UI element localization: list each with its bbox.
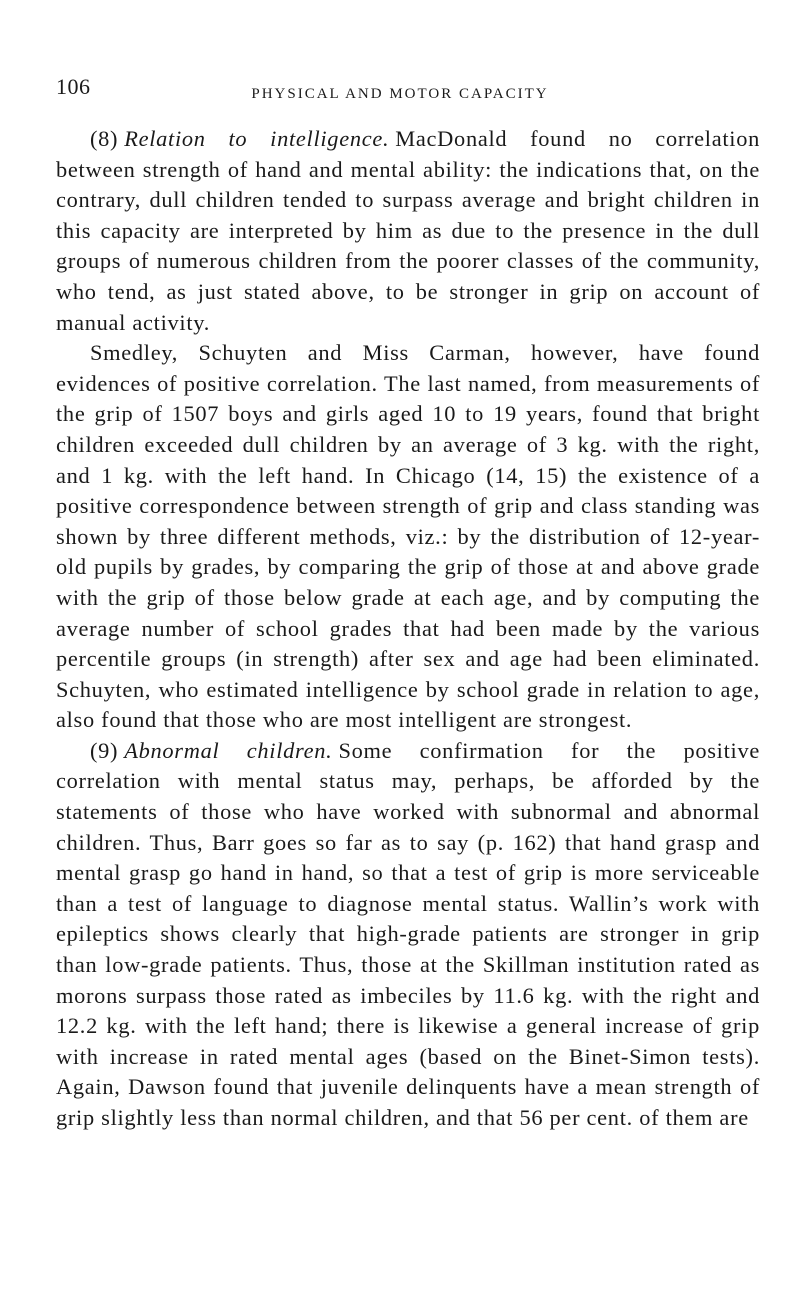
section-8-paragraph-1-text: MacDonald found no correlation between strength of hand and mental ability: the indications that, on the contrary, dull children tended to surpass average and bright children in this capacity are interpreted by him as due to the presence in the dull groups of numerous children from the poorer classes of the community, who tend, as just stated above, to be stronger in grip on account of manual activity. — [56, 126, 760, 335]
body-text — [56, 124, 760, 1134]
section-8-paragraph-1 — [56, 124, 760, 338]
section-9-title: Abnormal children. — [124, 737, 333, 763]
section-9-paragraph-1 — [56, 736, 760, 1134]
running-head: PHYSICAL AND MOTOR CAPACITY — [251, 86, 549, 102]
section-8-paragraph-2: Smedley, Schuyten and Miss Carman, however, have found evidences of positive correlation. The last named, from measurements of the grip of 1507 boys and girls aged 10 to 19 years, found that bright children exceeded dull children by an average of 3 kg. with the right, and 1 kg. with the left hand. In Chicago (14, 15) the existence of a positive correspondence between strength of grip and class standing was shown by three different methods, viz.: by the distribution of 12-year-old pupils by grades, by comparing the grip of those at and above grade with the grip of those below grade at each age, and by computing the average number of school grades that had been made by the various percentile groups (in strength) after sex and age had been eliminated. Schuyten, who estimated intelligence by school grade in relation to age, also found that those who are most intelligent are strongest. — [56, 340, 760, 733]
page-number: 106 — [56, 74, 91, 99]
section-8-title: Relation to intelligence. — [124, 126, 390, 151]
section-9-number: (9) — [90, 737, 119, 763]
section-9-paragraph-1-text: Some confirmation for the positive correlation with mental status may, perhaps, be afforded by the statements of those who have worked with subnormal and abnormal children. Thus, Barr goes so far as to say (p. 162) that hand grasp and mental grasp go hand in hand, so that a test of grip is more serviceable than a test of language to diagnose mental status. Wallin’s work with epileptics shows clearly that high-grade patients are stronger in grip than low-grade patients. Thus, those at the Skillman institution rated as morons surpass those rated as imbeciles by 11.6 kg. with the right and 12.2 kg. with the left hand; there is likewise a general increase of grip with increase in rated mental ages (based on the Binet-Simon tests). Again, Dawson found that juvenile delinquents have a mean strength of grip slightly less than normal children, and that 56 per cent. of them are — [56, 737, 760, 1130]
section-8-number: (8) — [90, 126, 119, 151]
